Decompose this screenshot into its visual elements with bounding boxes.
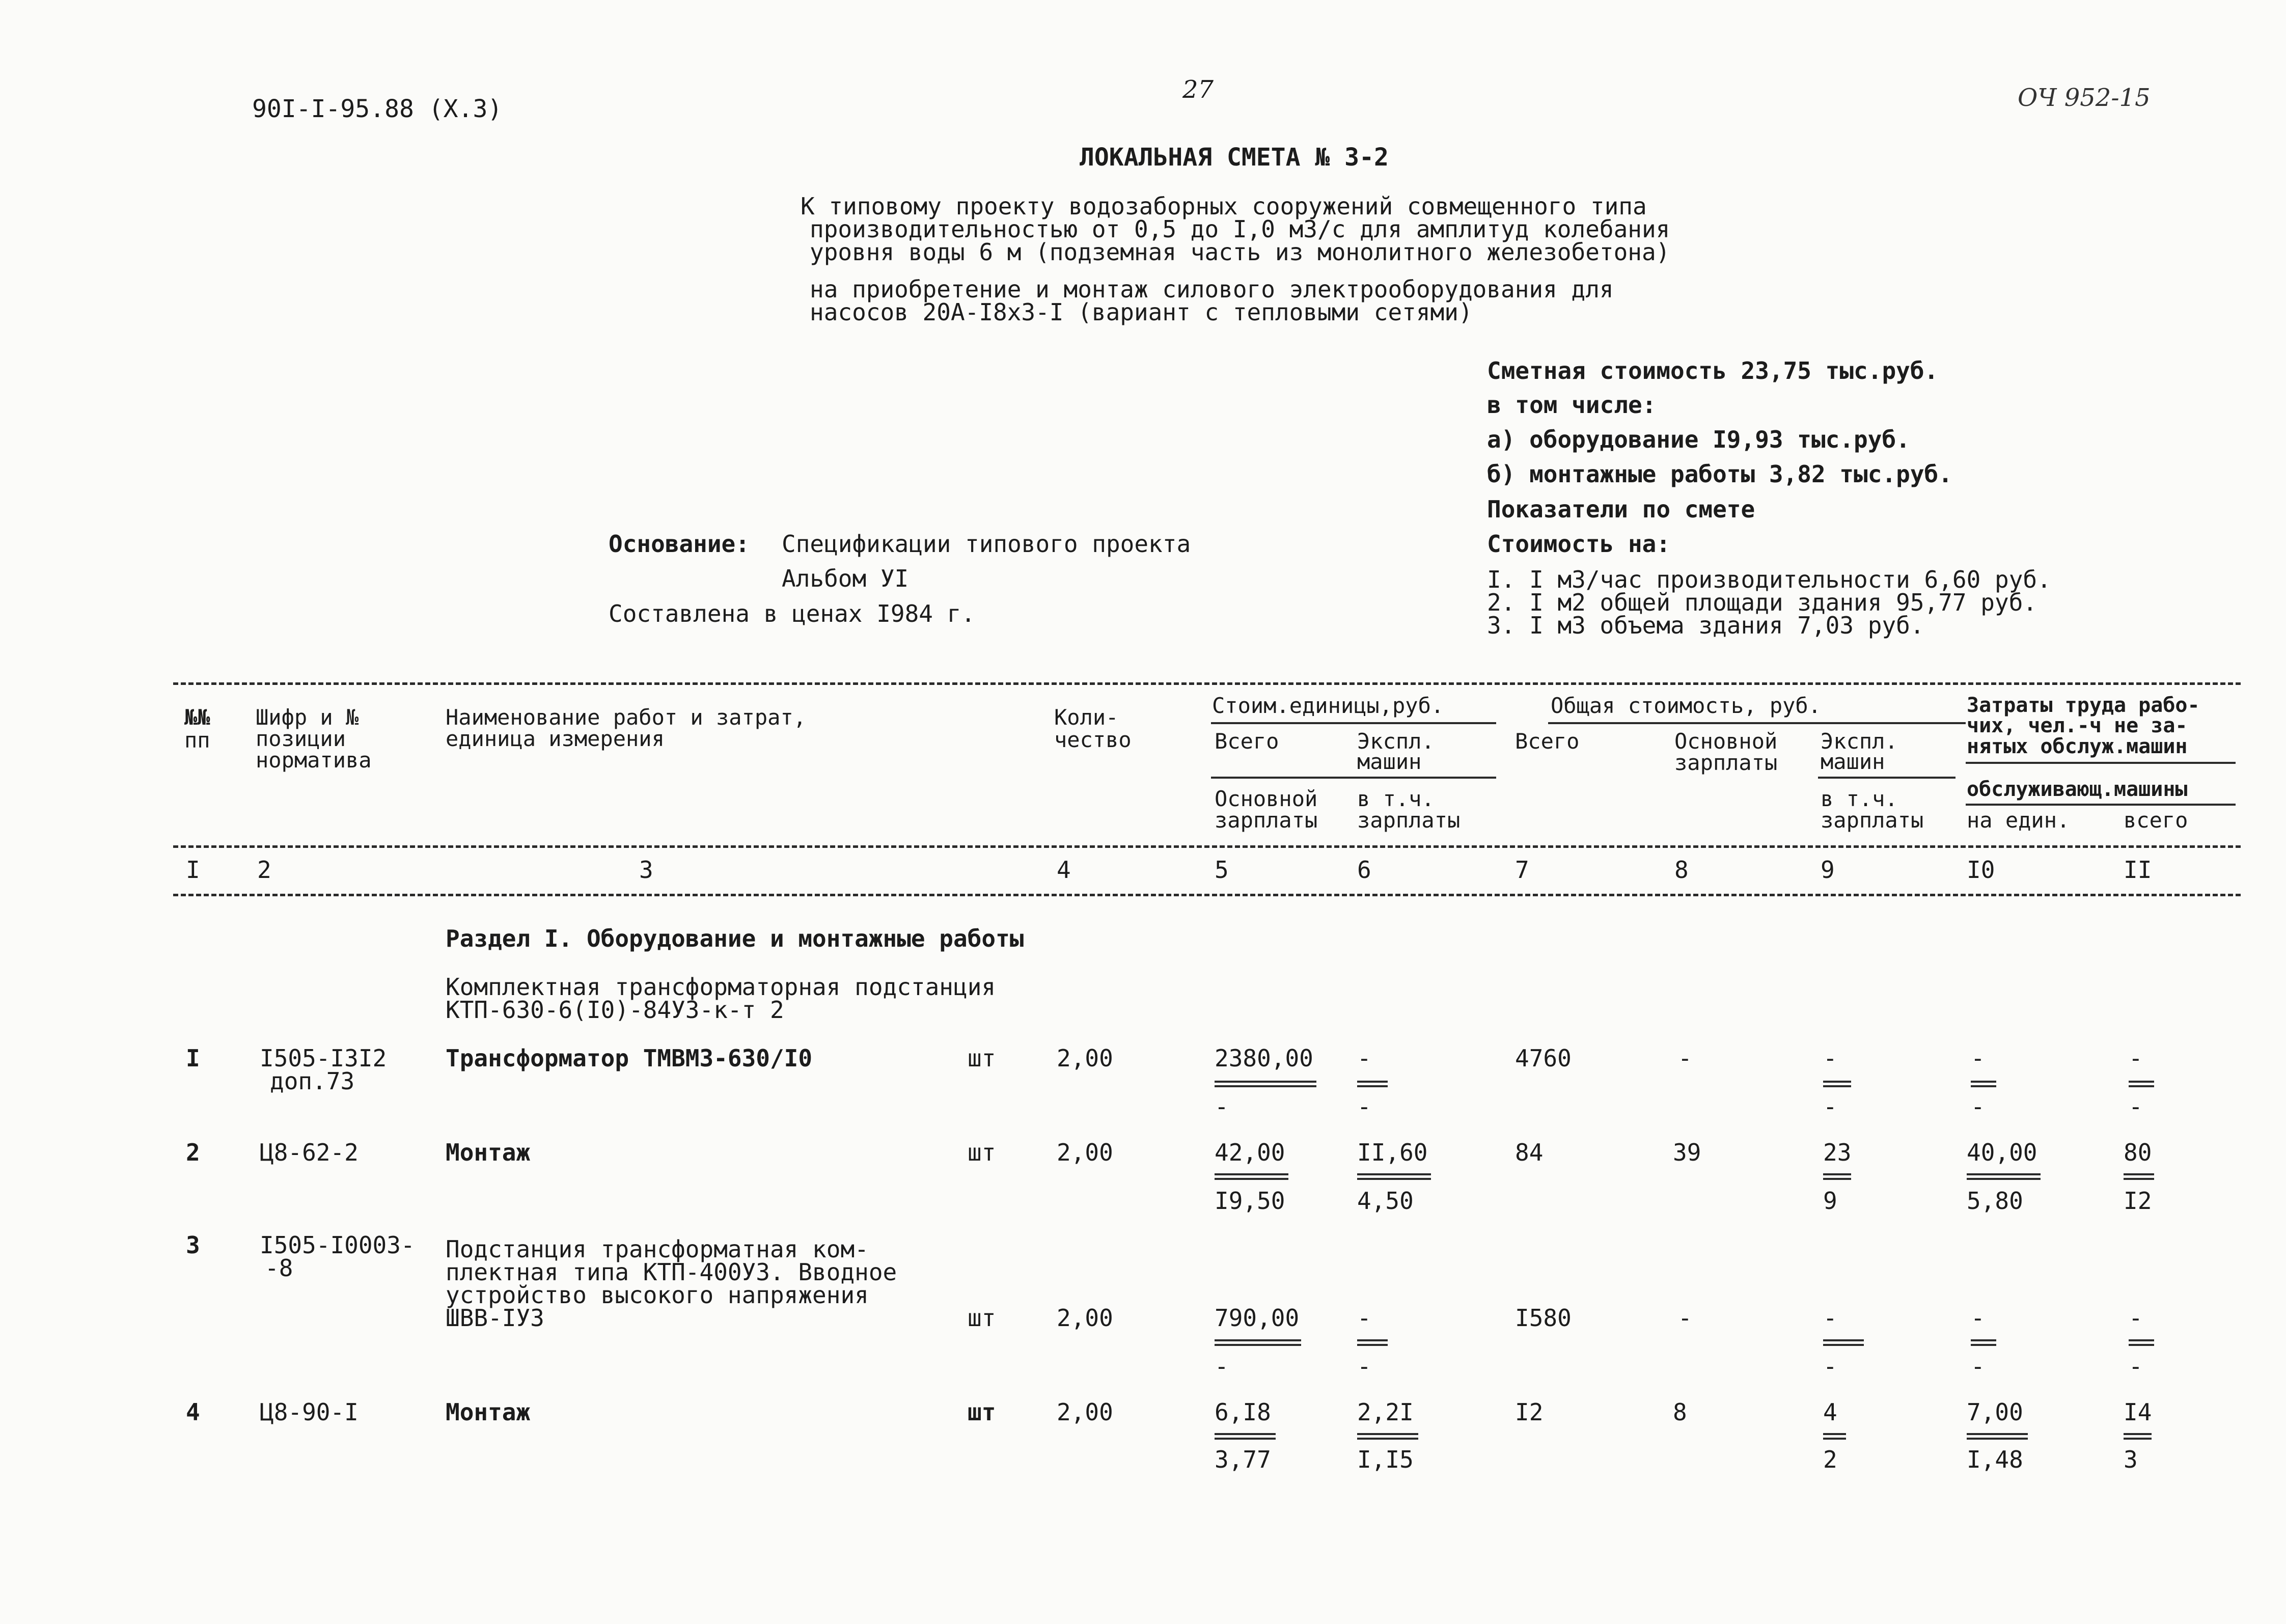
prices-label: Составлена в ценах I984 г. (609, 600, 976, 627)
row-qty: 2,00 (1057, 1398, 1113, 1426)
header-total-cost: Общая стоимость, руб. (1551, 693, 1822, 718)
header-col9-bottom: зарплаты (1821, 808, 1924, 833)
row-num: I (186, 1044, 200, 1072)
row-num: 2 (186, 1139, 200, 1166)
header-num: пп (184, 728, 210, 753)
header-col6-top: Экспл. (1357, 729, 1435, 754)
c5-top: 790,00 (1215, 1304, 1300, 1332)
row-num: 4 (186, 1398, 200, 1426)
c10-top: - (1971, 1044, 1985, 1072)
row-qty: 2,00 (1057, 1304, 1113, 1332)
c6-bottom: - (1357, 1353, 1371, 1380)
column-number: 8 (1674, 856, 1689, 884)
rule (1211, 722, 1496, 724)
c10-top: - (1971, 1304, 1985, 1332)
row-name: Монтаж (446, 1398, 531, 1426)
c11-bottom: - (2129, 1093, 2143, 1120)
installation-cost: б) монтажные работы 3,82 тыс.руб. (1487, 460, 1952, 488)
rule (1823, 1173, 1851, 1180)
rule (1966, 804, 2236, 806)
c9-top: 4 (1823, 1398, 1837, 1426)
subtitle-line: уровня воды 6 м (подземная часть из монолитного железобетона) (810, 238, 1670, 266)
c8: 8 (1673, 1398, 1687, 1426)
equipment-cost: а) оборудование I9,93 тыс.руб. (1487, 426, 1910, 453)
column-number: I0 (1967, 856, 1995, 884)
rule (1357, 1081, 1388, 1087)
rule (1971, 1081, 1996, 1087)
c8: 39 (1673, 1139, 1701, 1166)
rule (1971, 1339, 1996, 1346)
c8: - (1678, 1044, 1692, 1072)
cost-per-label: Стоимость на: (1487, 530, 1671, 558)
row-num: 3 (186, 1231, 200, 1259)
c5-top: 42,00 (1215, 1139, 1285, 1166)
c5-top: 6,I8 (1215, 1398, 1271, 1426)
rule (1357, 1173, 1431, 1180)
c11-bottom: - (2129, 1353, 2143, 1380)
basis-value: Спецификации типового проекта (782, 530, 1191, 558)
rule (1357, 1339, 1388, 1346)
header-col6-bottom: зарплаты (1357, 808, 1461, 833)
row-unit: шт (968, 1139, 996, 1166)
rule (1215, 1173, 1288, 1180)
row-name: Подстанция трансформатная ком- (446, 1235, 869, 1263)
header-col5-top: Всего (1215, 729, 1279, 754)
row-unit: шт (968, 1044, 996, 1072)
c11-bottom: 3 (2124, 1446, 2138, 1473)
indicator-line: 2. I м2 общей площади здания 95,77 руб. (1487, 589, 2037, 616)
c11-bottom: I2 (2124, 1187, 2152, 1215)
basis-label: Основание: (609, 530, 750, 558)
row-code: I505-I0003- (260, 1231, 415, 1259)
row-name: устройство высокого напряжения (446, 1281, 869, 1309)
rule (2124, 1433, 2152, 1440)
row-name: Монтаж (446, 1139, 531, 1166)
rule (1818, 777, 1956, 779)
c11-top: - (2129, 1304, 2143, 1332)
row-name: ШВВ-IУ3 (446, 1304, 544, 1332)
header-col6-top: машин (1357, 749, 1422, 774)
rule (1215, 1339, 1301, 1346)
header-labor: Затраты труда рабо- (1967, 694, 2200, 717)
rule (1967, 1173, 2041, 1180)
header-code: позиции (256, 726, 346, 751)
document-code: 90I-I-95.88 (X.3) (252, 95, 503, 123)
column-number-bottom-rule (173, 894, 2241, 896)
header-col10-11: обслуживающ.машины (1967, 778, 2188, 801)
c6-bottom: I,I5 (1357, 1446, 1414, 1473)
header-col7: Всего (1515, 729, 1580, 754)
c11-top: - (2129, 1044, 2143, 1072)
rule (1215, 1081, 1316, 1087)
subtitle-line: К типовому проекту водозаборных сооружений совмещенного типа (801, 192, 1647, 220)
header-bottom-rule (173, 845, 2241, 848)
c5-bottom: - (1215, 1353, 1229, 1380)
column-number: II (2124, 856, 2152, 884)
column-number: 6 (1357, 856, 1371, 884)
c10-bottom: 5,80 (1967, 1187, 2023, 1215)
indicator-line: 3. I м3 объема здания 7,03 руб. (1487, 612, 1924, 639)
header-num: №№ (184, 705, 210, 730)
row-code: Ц8-90-I (260, 1398, 359, 1426)
header-name: единица измерения (446, 726, 665, 751)
group-title: Комплектная трансформаторная подстанция (446, 973, 996, 1001)
c7: 84 (1515, 1139, 1544, 1166)
section-title: Раздел I. Оборудование и монтажные работы (446, 925, 1024, 952)
header-col10: на един. (1967, 808, 2070, 833)
row-qty: 2,00 (1057, 1044, 1113, 1072)
c7: I2 (1515, 1398, 1544, 1426)
header-col8: зарплаты (1674, 750, 1778, 775)
c9-bottom: - (1823, 1093, 1837, 1120)
header-col11: всего (2124, 808, 2188, 833)
column-number: 4 (1057, 856, 1071, 884)
rule (2129, 1339, 2154, 1346)
column-number: 3 (639, 856, 653, 884)
header-col8: Основной (1674, 729, 1778, 754)
purpose-line: насосов 20А-I8х3-I (вариант с тепловыми сетями) (810, 298, 1473, 326)
indicators-title: Показатели по смете (1487, 496, 1755, 523)
header-col6-bottom: в т.ч. (1357, 786, 1435, 811)
c9-bottom: 9 (1823, 1187, 1837, 1215)
rule (1823, 1339, 1864, 1346)
c9-top: - (1823, 1304, 1837, 1332)
header-qty: Коли- (1054, 705, 1119, 730)
document-title: ЛОКАЛЬНАЯ СМЕТА № 3-2 (1080, 143, 1389, 172)
header-name: Наименование работ и затрат, (446, 705, 807, 730)
table-top-rule (173, 682, 2241, 685)
c10-top: 40,00 (1967, 1139, 2037, 1166)
c7: 4760 (1515, 1044, 1572, 1072)
c6-top: - (1357, 1044, 1371, 1072)
c9-bottom: 2 (1823, 1446, 1837, 1473)
row-code: -8 (265, 1254, 293, 1282)
group-title: КТП-630-6(I0)-84У3-к-т 2 (446, 996, 784, 1024)
header-col9-top: Экспл. (1821, 729, 1898, 754)
rule (1215, 1433, 1276, 1440)
column-number: 2 (257, 856, 271, 884)
total-estimate: Сметная стоимость 23,75 тыс.руб. (1487, 357, 1939, 384)
c5-top: 2380,00 (1215, 1044, 1313, 1072)
c9-top: - (1823, 1044, 1837, 1072)
header-labor: нятых обслуж.машин (1967, 735, 2188, 758)
rule (1823, 1433, 1846, 1440)
rule (1548, 722, 1966, 724)
header-col9-bottom: в т.ч. (1821, 786, 1898, 811)
row-code: I505-I3I2 (260, 1044, 387, 1072)
rule (1966, 762, 2236, 764)
album-label: Альбом УI (782, 565, 909, 592)
row-qty: 2,00 (1057, 1139, 1113, 1166)
rule (1211, 777, 1496, 779)
purpose-line: на приобретение и монтаж силового электрооборудования для (810, 276, 1614, 303)
c8: - (1678, 1304, 1692, 1332)
including-label: в том числе: (1487, 391, 1657, 419)
rule (2129, 1081, 2154, 1087)
c11-top: I4 (2124, 1398, 2152, 1426)
page-number: 27 (1182, 75, 1214, 104)
column-number: 7 (1515, 856, 1529, 884)
row-unit: шт (968, 1304, 996, 1332)
c5-bottom: - (1215, 1093, 1229, 1120)
handwritten-stamp: ОЧ 952-15 (2018, 84, 2151, 112)
row-name: плектная типа КТП-400У3. Вводное (446, 1258, 897, 1286)
rule (2124, 1173, 2154, 1180)
c10-top: 7,00 (1967, 1398, 2023, 1426)
c6-top: 2,2I (1357, 1398, 1414, 1426)
header-col5-bottom: зарплаты (1215, 808, 1318, 833)
c10-bottom: I,48 (1967, 1446, 2023, 1473)
column-number: 5 (1215, 856, 1229, 884)
row-code: доп.73 (270, 1067, 355, 1095)
c9-top: 23 (1823, 1139, 1852, 1166)
c10-bottom: - (1971, 1353, 1985, 1380)
header-code: Шифр и № (256, 705, 359, 730)
rule (1823, 1081, 1851, 1087)
c6-top: - (1357, 1304, 1371, 1332)
column-number: 9 (1821, 856, 1835, 884)
rule (1967, 1433, 2028, 1440)
header-col9-top: машин (1821, 749, 1885, 774)
c6-bottom: 4,50 (1357, 1187, 1414, 1215)
column-number: I (186, 856, 200, 884)
c5-bottom: I9,50 (1215, 1187, 1285, 1215)
rule (1357, 1433, 1418, 1440)
header-col5-bottom: Основной (1215, 786, 1318, 811)
row-name: Трансформатор ТМВМ3-630/I0 (446, 1044, 813, 1072)
header-code: норматива (256, 748, 372, 773)
subtitle-line: производительностью от 0,5 до I,0 м3/с для амплитуд колебания (810, 215, 1670, 243)
indicator-line: I. I м3/час производительности 6,60 руб. (1487, 566, 2051, 593)
row-unit: шт (968, 1398, 996, 1426)
c6-bottom: - (1357, 1093, 1371, 1120)
c9-bottom: - (1823, 1353, 1837, 1380)
row-code: Ц8-62-2 (260, 1139, 359, 1166)
header-unit-cost: Стоим.единицы,руб. (1212, 693, 1444, 718)
header-qty: чество (1054, 727, 1132, 752)
c11-top: 80 (2124, 1139, 2152, 1166)
c6-top: II,60 (1357, 1139, 1428, 1166)
c7: I580 (1515, 1304, 1572, 1332)
c10-bottom: - (1971, 1093, 1985, 1120)
c5-bottom: 3,77 (1215, 1446, 1271, 1473)
header-labor: чих, чел.-ч не за- (1967, 714, 2188, 737)
